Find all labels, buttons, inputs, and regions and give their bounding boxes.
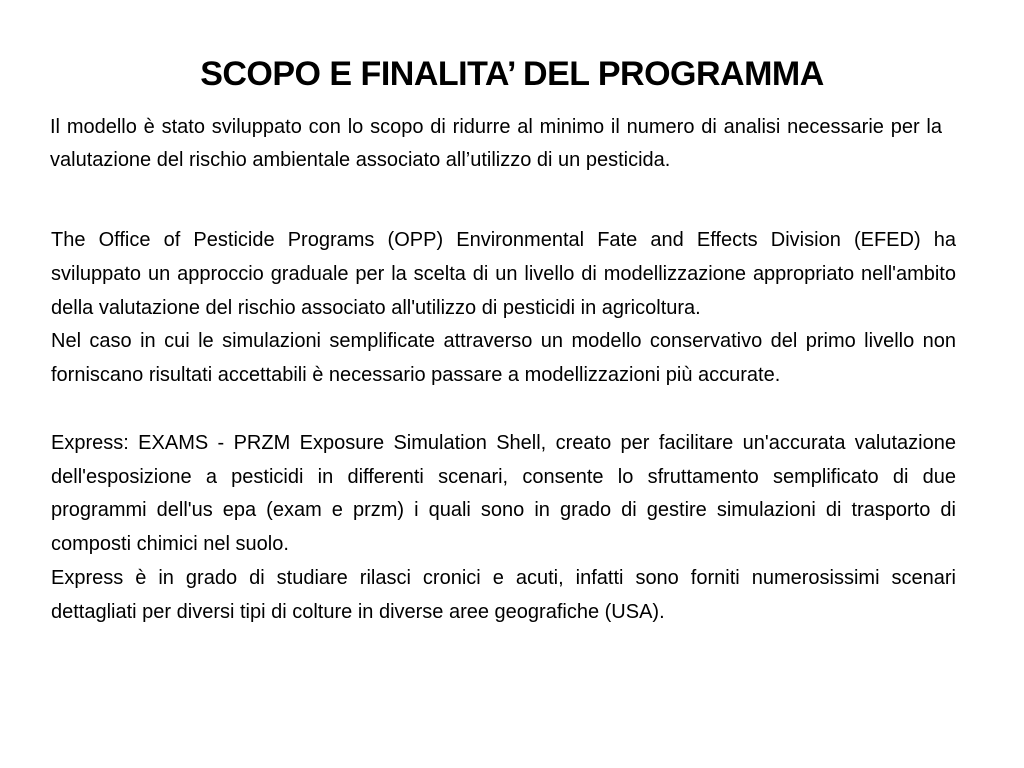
paragraph-express-scenarios: Express è in grado di studiare rilasci cronici e acuti, infatti sono forniti numerosissimi scenari dettagliati per diversi tipi di colture in diverse aree geografiche (USA). [51,566,956,623]
paragraph-spacer [51,393,956,427]
paragraph-opp-efed: The Office of Pesticide Programs (OPP) Environmental Fate and Effects Division (EFED) ha sviluppato un approccio graduale per la scelta di un livello di modellizzazione appropriato nell'ambito della valutazione del rischio associato all'utilizzo di pesticidi in agricoltura. [51,229,956,319]
paragraph-simulations: Nel caso in cui le simulazioni semplificate attraverso un modello conservativo del primo livello non forniscano risultati accettabili è necessario passare a modellizzazioni più accurate. [51,330,956,387]
slide-title: SCOPO E FINALITA’ DEL PROGRAMMA [200,55,824,93]
intro-paragraph: Il modello è stato sviluppato con lo scopo di ridurre al minimo il numero di analisi necessarie per la valutazione del rischio ambientale associato all’utilizzo di un pesticida. [50,116,942,171]
paragraph-express-definition: Express: EXAMS - PRZM Exposure Simulation Shell, creato per facilitare un'accurata valutazione dell'esposizione a pesticidi in differenti scenari, consente lo sfruttamento semplificato di due programmi dell'us epa (exam e przm) i quali sono in grado di gestire simulazioni di trasporto di composti chimici nel suolo. [51,431,956,556]
body-text [51,224,956,630]
